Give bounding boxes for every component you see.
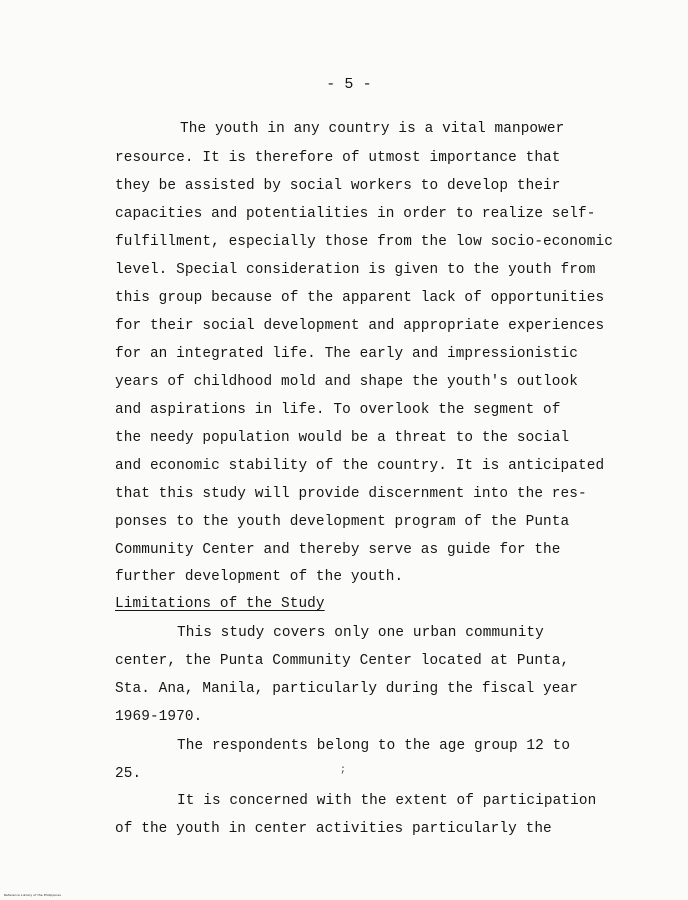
paragraph-line: they be assisted by social workers to develop their <box>115 178 561 194</box>
paragraph-line: this group because of the apparent lack of opportunities <box>115 290 605 306</box>
paragraph-line: that this study will provide discernment into the res- <box>115 486 587 502</box>
paragraph-line: Sta. Ana, Manila, particularly during the fiscal year <box>115 681 578 697</box>
paragraph-line: for an integrated life. The early and impressionistic <box>115 346 578 362</box>
paragraph-line: level. Special consideration is given to the youth from <box>115 262 596 278</box>
paragraph-line: center, the Punta Community Center located at Punta, <box>115 653 570 669</box>
paragraph-line: The respondents belong to the age group 12 to <box>177 738 571 754</box>
paragraph-line: further development of the youth. <box>115 569 404 585</box>
footer-note: Reference Library of the Philippines <box>4 893 61 897</box>
paragraph-line: 25. <box>115 766 142 782</box>
paragraph-line: and economic stability of the country. It is anticipated <box>115 458 605 474</box>
paragraph-line: Community Center and thereby serve as guide for the <box>115 542 561 558</box>
paragraph-line: years of childhood mold and shape the youth's outlook <box>115 374 578 390</box>
page-number: - 5 - <box>326 76 372 93</box>
section-heading: Limitations of the Study <box>115 596 325 612</box>
paragraph-line: 1969-1970. <box>115 709 203 725</box>
paragraph-line: capacities and potentialities in order to realize self- <box>115 206 596 222</box>
paragraph-line: The youth in any country is a vital manpower <box>180 121 565 137</box>
paragraph-line: fulfillment, especially those from the low socio-economic <box>115 234 613 250</box>
stray-mark: ; <box>340 765 347 776</box>
paragraph-line: This study covers only one urban community <box>177 625 544 641</box>
paragraph-line: the needy population would be a threat to the social <box>115 430 570 446</box>
paragraph-line: and aspirations in life. To overlook the segment of <box>115 402 561 418</box>
paragraph-line: of the youth in center activities particularly the <box>115 821 552 837</box>
paragraph-line: ponses to the youth development program of the Punta <box>115 514 570 530</box>
paragraph-line: resource. It is therefore of utmost importance that <box>115 150 561 166</box>
paragraph-line: It is concerned with the extent of participation <box>177 793 597 809</box>
paragraph-line: for their social development and appropriate experiences <box>115 318 605 334</box>
